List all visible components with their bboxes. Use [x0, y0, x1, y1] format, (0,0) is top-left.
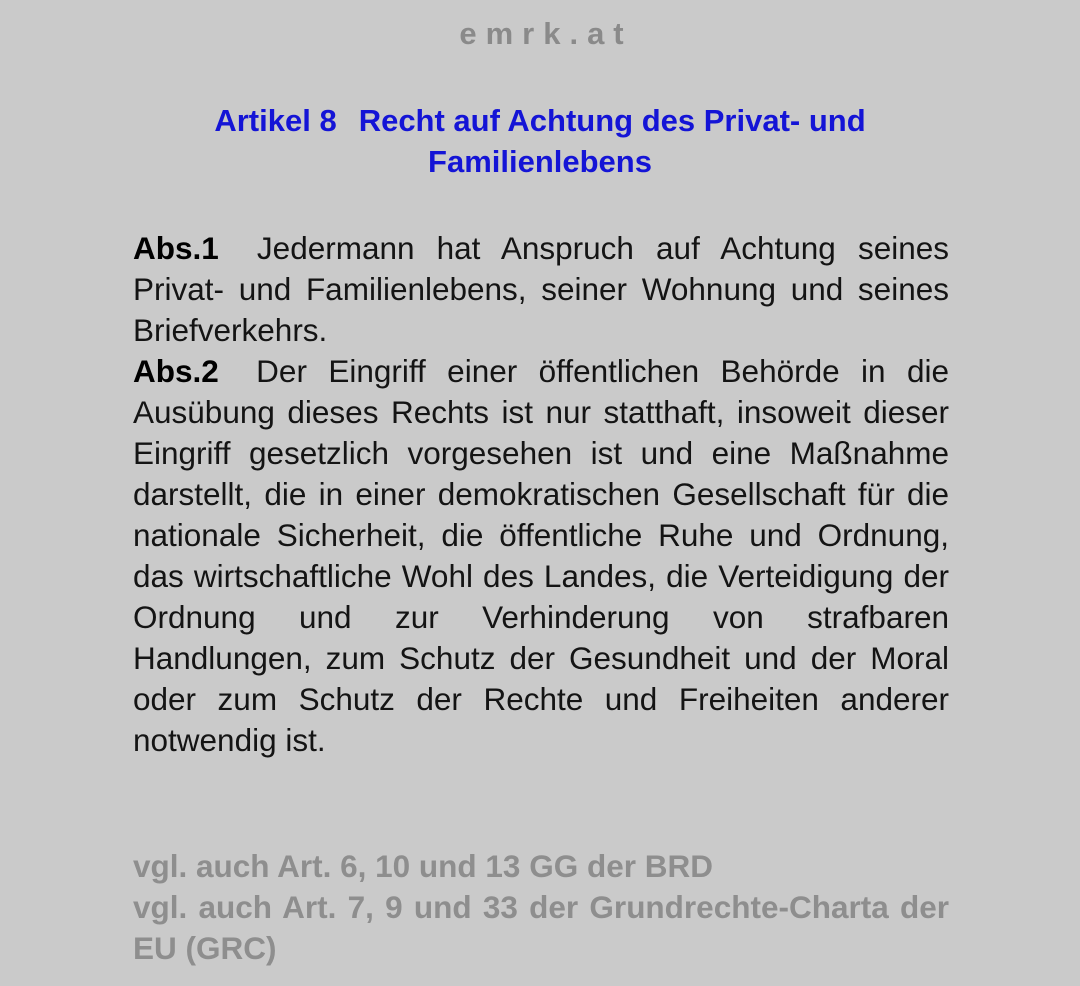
- paragraph-text: Der Eingriff einer öffentlichen Behörde in die Ausübung dieses Rechts ist nur statthaft, insoweit dieser Eingriff gesetzlich vorgesehen ist und eine Maßnahme darstellt, die in einer demokratischen Gesellschaft für die nationale Sicherheit, die öffentliche Ruhe und Ordnung, das wirtschaftliche Wohl des Landes, die Verteidigung der Ordnung und zur Verhinderung von strafbaren Handlungen, zum Schutz der Gesundheit und der Moral oder zum Schutz der Rechte und Freiheiten anderer notwendig ist.: [133, 353, 949, 758]
- article-title-line2: Familienlebens: [428, 144, 652, 179]
- paragraph-label: Abs.2: [133, 353, 219, 389]
- site-name: emrk.at: [459, 16, 633, 51]
- reference-gg: vgl. auch Art. 6, 10 und 13 GG der BRD: [133, 848, 713, 884]
- reference-grc: vgl. auch Art. 7, 9 und 33 der Grundrechte-Charta der EU (GRC): [133, 889, 949, 966]
- paragraph-text: Jedermann hat Anspruch auf Achtung seines Privat- und Familienlebens, seiner Wohnung und seines Briefverkehrs.: [133, 230, 949, 348]
- article-body: [133, 228, 949, 761]
- paragraph-label: Abs.1: [133, 230, 219, 266]
- paragraph-abs2: [133, 351, 949, 761]
- paragraph-abs1: [133, 228, 949, 351]
- references: [133, 846, 949, 969]
- article-number: Artikel 8: [214, 103, 337, 138]
- article-title: [150, 100, 930, 182]
- article-title-line1: Recht auf Achtung des Privat- und: [358, 103, 866, 138]
